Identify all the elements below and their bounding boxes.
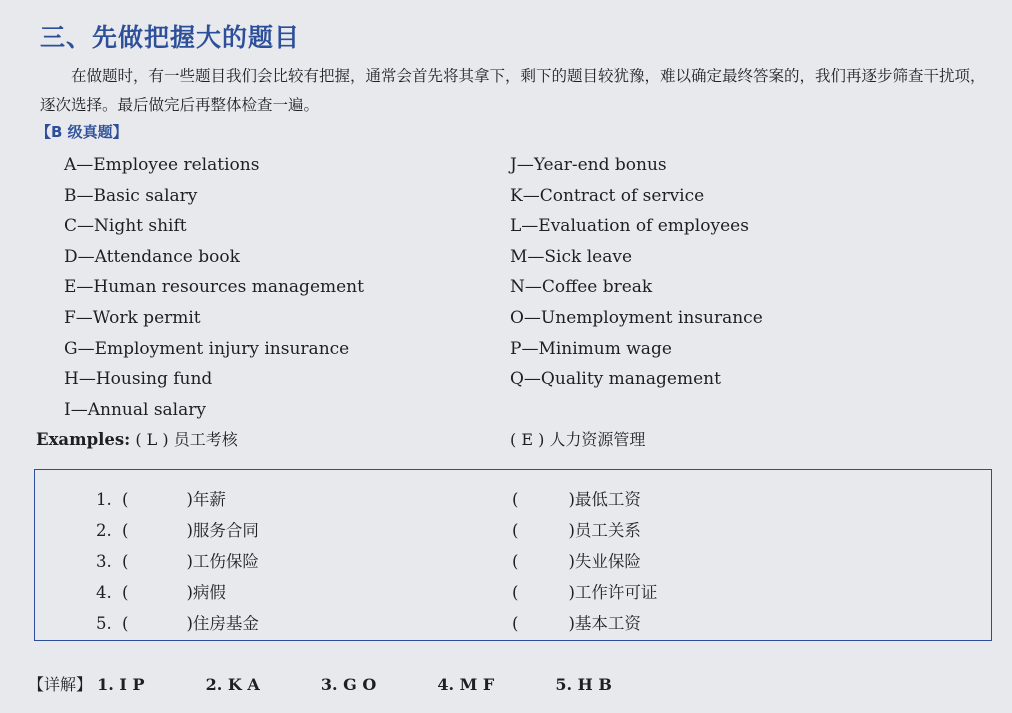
close-paren: ) bbox=[186, 552, 193, 571]
open-paren: ( bbox=[512, 490, 519, 509]
term-item: D—Attendance book bbox=[64, 246, 240, 267]
example-left: ( L ) 员工考核 bbox=[135, 430, 238, 449]
question-row bbox=[512, 515, 657, 546]
term-item: P—Minimum wage bbox=[510, 338, 672, 359]
term-item: I—Annual salary bbox=[64, 399, 206, 420]
term-item: B—Basic salary bbox=[64, 185, 198, 206]
close-paren: ) bbox=[568, 552, 575, 571]
intro-paragraph: 在做题时，有一些题目我们会比较有把握，通常会首先将其拿下，剩下的题目较犹豫，难以确定最终答案的，我们再逐步筛查干扰项，逐次选择。最后做完后再整体检查一遍。 bbox=[40, 67, 986, 114]
terms-left-column bbox=[64, 150, 364, 425]
answer-item: 1. I P bbox=[97, 675, 145, 694]
question-text: 员工关系 bbox=[574, 521, 641, 540]
question-number: 2. bbox=[96, 521, 112, 540]
close-paren: ) bbox=[186, 490, 193, 509]
examples-label: Examples: bbox=[36, 430, 131, 449]
examples-line bbox=[36, 427, 238, 450]
answer-key bbox=[28, 672, 668, 695]
question-row bbox=[512, 484, 657, 515]
question-text: 失业保险 bbox=[574, 552, 641, 571]
open-paren: ( bbox=[122, 490, 129, 509]
questions-left-column bbox=[96, 484, 259, 639]
question-text: 最低工资 bbox=[574, 490, 641, 509]
question-text: 基本工资 bbox=[574, 614, 641, 633]
question-row bbox=[96, 577, 259, 608]
example-right: ( E ) 人力资源管理 bbox=[510, 430, 646, 449]
answer-item: 5. H B bbox=[555, 675, 612, 694]
answer-item: 2. K A bbox=[205, 675, 260, 694]
close-paren: ) bbox=[568, 521, 575, 540]
question-row bbox=[512, 608, 657, 639]
close-paren: ) bbox=[568, 614, 575, 633]
close-paren: ) bbox=[186, 583, 193, 602]
term-item: Q—Quality management bbox=[510, 369, 721, 390]
answer-item: 3. G O bbox=[320, 675, 377, 694]
term-item: C—Night shift bbox=[64, 216, 187, 237]
question-row bbox=[512, 577, 657, 608]
term-item: L—Evaluation of employees bbox=[510, 216, 749, 237]
open-paren: ( bbox=[122, 521, 129, 540]
question-text: 工作许可证 bbox=[574, 583, 658, 602]
question-number: 3. bbox=[96, 552, 112, 571]
question-text: 住房基金 bbox=[192, 614, 259, 633]
open-paren: ( bbox=[512, 552, 519, 571]
term-item: M—Sick leave bbox=[510, 246, 633, 267]
section-label: 【B 级真题】 bbox=[36, 123, 128, 141]
question-text: 工伤保险 bbox=[192, 552, 259, 571]
term-item: F—Work permit bbox=[64, 307, 201, 328]
question-number: 1. bbox=[96, 490, 112, 509]
question-row bbox=[96, 515, 259, 546]
term-item: A—Employee relations bbox=[64, 155, 260, 175]
term-item: H—Housing fund bbox=[64, 369, 213, 390]
open-paren: ( bbox=[122, 583, 129, 602]
term-item: K—Contract of service bbox=[510, 185, 705, 206]
term-item: J—Year-end bonus bbox=[510, 155, 667, 175]
question-text: 年薪 bbox=[192, 490, 226, 509]
question-row bbox=[512, 546, 657, 577]
terms-right-column bbox=[510, 150, 763, 395]
question-text: 病假 bbox=[192, 583, 226, 602]
open-paren: ( bbox=[122, 614, 129, 633]
close-paren: ) bbox=[568, 490, 575, 509]
open-paren: ( bbox=[512, 614, 519, 633]
answer-item: 4. M F bbox=[437, 675, 495, 694]
open-paren: ( bbox=[122, 552, 129, 571]
questions-right-column bbox=[512, 484, 657, 639]
question-number: 5. bbox=[96, 614, 112, 633]
question-text: 服务合同 bbox=[192, 521, 259, 540]
close-paren: ) bbox=[186, 614, 193, 633]
close-paren: ) bbox=[186, 521, 193, 540]
open-paren: ( bbox=[512, 521, 519, 540]
term-item: G—Employment injury insurance bbox=[64, 338, 350, 359]
question-row bbox=[96, 608, 259, 639]
close-paren: ) bbox=[568, 583, 575, 602]
question-row bbox=[96, 546, 259, 577]
term-item: N—Coffee break bbox=[510, 277, 653, 298]
section-heading: 三、先做把握大的题目 bbox=[40, 23, 301, 52]
open-paren: ( bbox=[512, 583, 519, 602]
term-item: O—Unemployment insurance bbox=[510, 307, 763, 328]
question-row bbox=[96, 484, 259, 515]
question-number: 4. bbox=[96, 583, 112, 602]
term-item: E—Human resources management bbox=[64, 277, 364, 298]
answer-key-label: 【详解】 bbox=[28, 675, 93, 694]
